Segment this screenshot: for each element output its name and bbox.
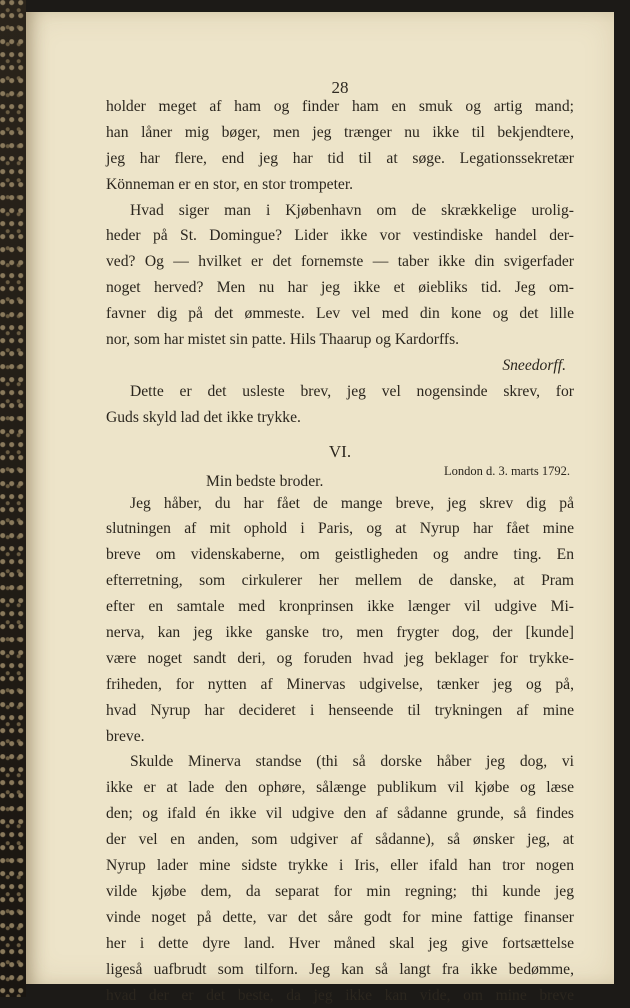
text-line: være noget sandt deri, og foruden hvad jeg beklager for trykke- [106, 646, 574, 672]
text-line: favner dig på det ømmeste. Lev vel med din kone og det lille [106, 301, 574, 327]
text-line: breve. [106, 724, 574, 750]
letter-header [106, 467, 574, 491]
text-line: friheden, for nytten af Minervas udgivelse, tænker jeg og på, [106, 672, 574, 698]
text-line: Jeg håber, du har fået de mange breve, jeg skrev dig på [106, 491, 574, 517]
text-line: Guds skyld lad det ikke trykke. [106, 405, 574, 431]
text-line: breve om videnskaberne, om geistligheden og andre ting. En [106, 542, 574, 568]
text-line: efter en samtale med kronprinsen ikke længer vil udgive Mi- [106, 594, 574, 620]
text-line: efterretning, som cirkulerer her mellem de danske, at Pram [106, 568, 574, 594]
text-line: hvad Nyrup har decideret i henseende til trykningen af mine [106, 698, 574, 724]
letter-date: London d. 3. marts 1792. [444, 459, 570, 485]
text-line: den; og ifald én ikke vil udgive den af sådanne grunde, så findes [106, 801, 574, 827]
text-line: Skulde Minerva standse (thi så dorske håber jeg dog, vi [106, 749, 574, 775]
book-binding [0, 0, 26, 997]
text-line: vinde noget på dette, var det såre godt for mine fattige finanser [106, 905, 574, 931]
text-line: noget herved? Men nu har jeg ikke et øiebliks tid. Jeg om- [106, 275, 574, 301]
text-line: han låner mig bøger, men jeg trænger nu ikke til bekjendtere, [106, 120, 574, 146]
text-line: nor, som har mistet sin patte. Hils Thaarup og Kardorffs. [106, 327, 574, 353]
text-line: ikke er at lade den ophøre, sålænge publikum vil kjøbe og læse [106, 775, 574, 801]
text-line: ved? Og — hvilket er det fornemste — taber ikke din svigerfader [106, 249, 574, 275]
text-line: vilde kjøbe dem, da separat for min regning; thi kunde jeg [106, 879, 574, 905]
text-line: slutningen af mit ophold i Paris, og at Nyrup har fået mine [106, 516, 574, 542]
section-heading: VI. [106, 437, 574, 467]
text-line: nerva, kan jeg ikke ganske tro, men frygter dog, der [kunde] [106, 620, 574, 646]
text-line: der vel en anden, som udgiver af sådanne), så ønsker jeg, at [106, 827, 574, 853]
text-line: heder på St. Domingue? Lider ikke vor vestindiske handel der- [106, 223, 574, 249]
page-number: 28 [66, 78, 614, 98]
text-line: holder meget af ham og finder ham en smuk og artig mand; [106, 94, 574, 120]
text-line: ligeså uafbrudt som tilforn. Jeg kan så langt fra ikke bedømme, [106, 957, 574, 983]
page-text [106, 94, 574, 1008]
salutation: Min bedste broder. [206, 469, 323, 495]
signature: Sneedorff. [106, 353, 574, 379]
text-line: jeg har flere, end jeg har tid til at søge. Legationssekretær [106, 146, 574, 172]
text-line: hvad der er det beste, da jeg ikke kan vide, om mine breve [106, 983, 574, 1008]
text-line: Nyrup lader mine sidste trykke i Iris, eller ifald han tror nogen [106, 853, 574, 879]
text-line: Dette er det usleste brev, jeg vel nogensinde skrev, for [106, 379, 574, 405]
text-line: Könneman er en stor, en stor trompeter. [106, 172, 574, 198]
text-line: her i dette dyre land. Hver måned skal jeg give fortsættelse [106, 931, 574, 957]
text-line: Hvad siger man i Kjøbenhavn om de skrækkelige urolig- [106, 198, 574, 224]
